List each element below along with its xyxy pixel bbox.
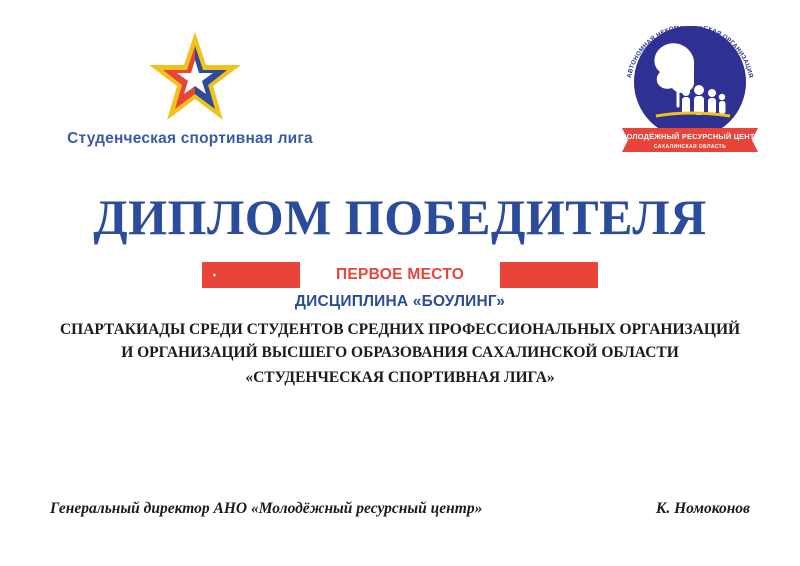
place-ribbon bbox=[0, 262, 800, 288]
signature-name: К. Номоконов bbox=[655, 500, 750, 517]
place-label: ПЕРВОЕ МЕСТО bbox=[335, 266, 465, 283]
svg-text:МОЛОДЁЖНЫЙ РЕСУРСНЫЙ ЦЕНТР: МОЛОДЁЖНЫЙ РЕСУРСНЫЙ ЦЕНТР bbox=[620, 132, 760, 141]
svg-text:САХАЛИНСКАЯ ОБЛАСТЬ: САХАЛИНСКАЯ ОБЛАСТЬ bbox=[653, 144, 727, 150]
multicolor-star-icon bbox=[145, 30, 245, 125]
ribbon-center bbox=[300, 262, 500, 288]
body-line-2: И ОРГАНИЗАЦИЙ ВЫСШЕГО ОБРАЗОВАНИЯ САХАЛИНСКОЙ ОБЛАСТИ bbox=[121, 344, 679, 361]
youth-resource-center-logo bbox=[620, 26, 760, 158]
page-title: ДИПЛОМ ПОБЕДИТЕЛЯ bbox=[93, 189, 707, 245]
student-sports-league-caption: Студенческая спортивная лига bbox=[67, 130, 313, 147]
signature-block bbox=[0, 500, 800, 524]
discipline-label: ДИСЦИПЛИНА «БОУЛИНГ» bbox=[294, 293, 506, 310]
header-logos bbox=[0, 0, 800, 175]
youth-resource-center-ribbon bbox=[620, 124, 760, 158]
student-sports-league-logo bbox=[45, 30, 335, 160]
body-text bbox=[0, 318, 800, 389]
body-line-1: СПАРТАКИАДЫ СРЕДИ СТУДЕНТОВ СРЕДНИХ ПРОФЕССИОНАЛЬНЫХ ОРГАНИЗАЦИЙ bbox=[59, 321, 741, 338]
svg-text:АВТОНОМНАЯ НЕКОММЕРЧЕСКАЯ ОРГА: АВТОНОМНАЯ НЕКОММЕРЧЕСКАЯ ОРГАНИЗАЦИЯ bbox=[625, 26, 755, 79]
signature-role: Генеральный директор АНО «Молодёжный ресурсный центр» bbox=[50, 500, 483, 517]
body-line-3: «СТУДЕНЧЕСКАЯ СПОРТИВНАЯ ЛИГА» bbox=[245, 369, 555, 386]
